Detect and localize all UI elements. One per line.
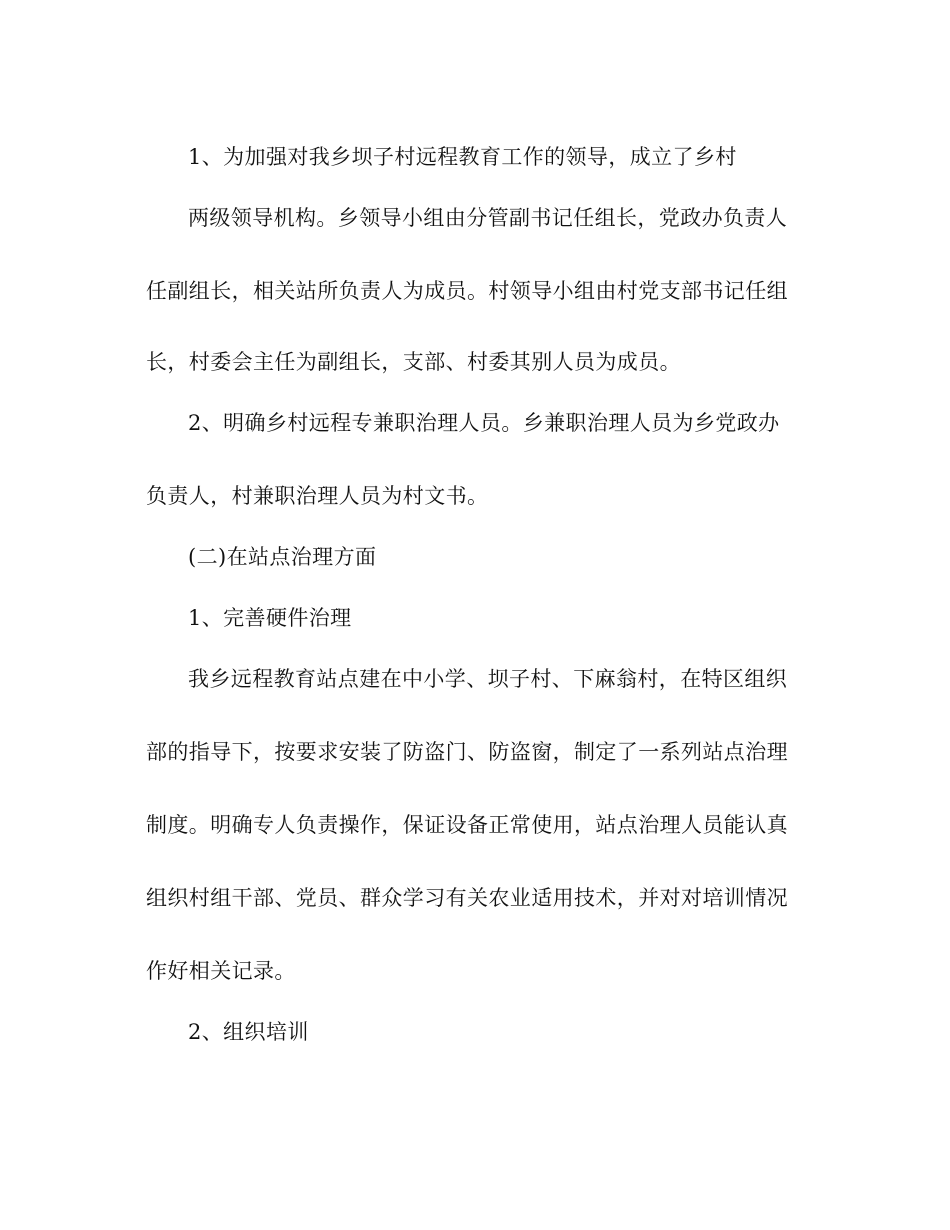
paragraph-line: 任副组长，相关站所负责人为成员。村领导小组由村党支部书记任组 xyxy=(146,279,788,303)
paragraph-line: 我乡远程教育站点建在中小学、坝子村、下麻翁村，在特区组织 xyxy=(188,667,788,691)
paragraph-line: 部的指导下，按要求安装了防盗门、防盗窗，制定了一系列站点治理 xyxy=(146,740,788,764)
paragraph-line: 两级领导机构。乡领导小组由分管副书记任组长，党政办负责人 xyxy=(188,206,788,230)
paragraph-line: 作好相关记录。 xyxy=(146,959,296,983)
paragraph-line: 制度。明确专人负责操作，保证设备正常使用，站点治理人员能认真 xyxy=(146,813,788,837)
paragraph-line: 长，村委会主任为副组长，支部、村委其别人员为成员。 xyxy=(146,350,681,374)
paragraph-line: 1、为加强对我乡坝子村远程教育工作的领导，成立了乡村 xyxy=(188,145,737,169)
subsection-heading: 2、组织培训 xyxy=(188,1020,309,1044)
subsection-heading: 1、完善硬件治理 xyxy=(188,606,352,630)
section-heading: (二)在站点治理方面 xyxy=(188,545,377,569)
paragraph-line: 负责人，村兼职治理人员为村文书。 xyxy=(146,484,489,508)
paragraph-line: 组织村组干部、党员、群众学习有关农业适用技术，并对对培训情况 xyxy=(146,886,788,910)
paragraph-line: 2、明确乡村远程专兼职治理人员。乡兼职治理人员为乡党政办 xyxy=(188,411,780,435)
